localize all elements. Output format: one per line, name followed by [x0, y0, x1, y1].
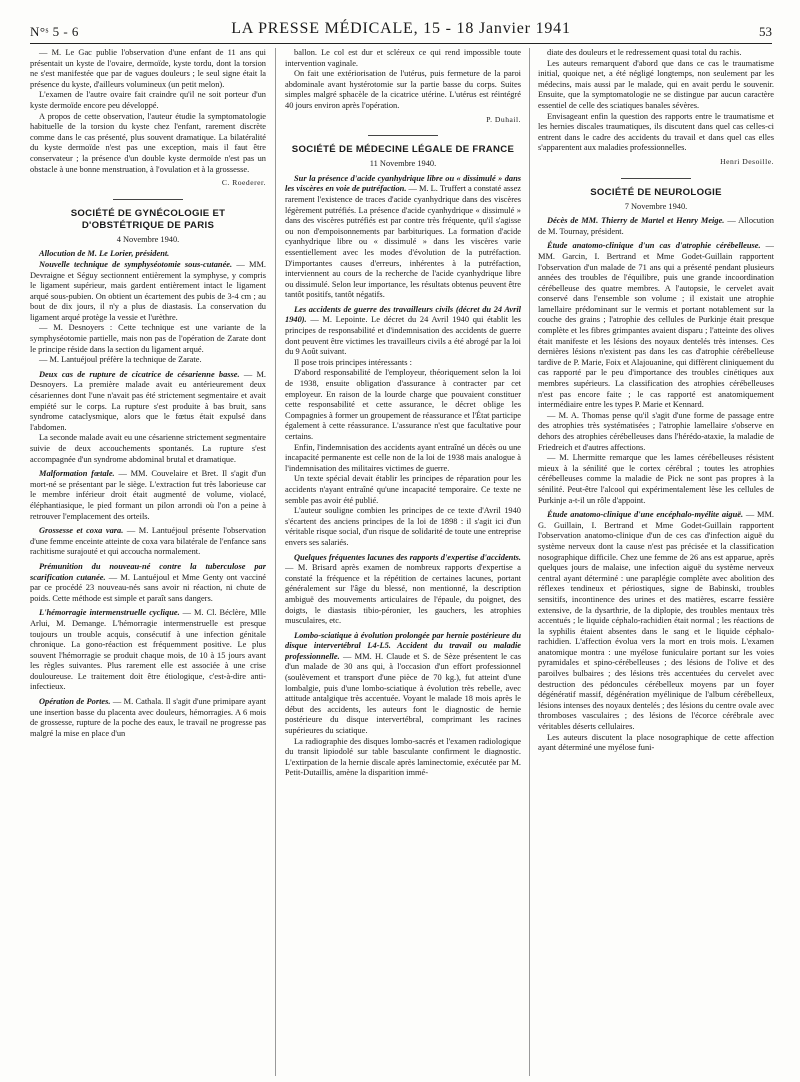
paragraph: Les auteurs discutent la place nosographique de cette affection ayant déterminé une myélose funi-: [538, 732, 774, 753]
paragraph: L'examen de l'autre ovaire fait craindre qu'il ne soit porteur d'un kyste dermoïde encore peu développé.: [30, 90, 266, 110]
section-divider: [368, 135, 438, 136]
paragraph: Enfin, l'indemnisation des accidents ayant entraîné un décès ou une incapacité permanente est celle non de la loi de 1938 mais analogue à l'indemnisation des militaires victimes de guerre.: [285, 442, 521, 473]
signature: P. Duhail.: [486, 114, 521, 124]
signature: Henri Desoille.: [720, 156, 774, 166]
section-title: SOCIÉTÉ DE NEUROLOGIE: [590, 186, 722, 198]
article-body: — MM. Garcin, I. Bertrand et Mme Godet-Guillain rapportent l'observation d'un malade de 71 ans qui a présenté pendant plusieurs années des troubles de l'équilibre, puis une grande incoordination cérébelleuse des quatre membres. A l'autopsie, le cervelet avait conservé dans l'ensemble son volume ; il existait une atrophie lamellaire prédominant sur le vermis et portant notablement sur la couche des grains ; l'atrophie des cellules de Purkinje était presque complète et les fibres grimpantes avaient disparu ; l'atteinte des olives était manifeste et les lésions des noyaux dentelés très intenses. Ces dernières lésions n'existent pas dans les cas d'atrophie cérébelleuse tardive de P. Marie, Foix et Alajouanine, qui diffèrent cliniquement du cas rapporté par le peu d'importance des troubles cinétiques aux membres supérieurs. La classification des atrophies cérébelleuses n'est pas encore faite ; le cas rapporté est anatomiquement intermédiaire entre les types P. Marie et Kennard.: [538, 241, 774, 410]
meeting-date: 11 Novembre 1940.: [369, 159, 437, 169]
issue-number: N°ˢ 5 - 6: [30, 24, 79, 39]
meeting-date: 4 Novembre 1940.: [116, 234, 180, 244]
article-title: Décès de MM. Thierry de Martel et Henry Meige.: [547, 216, 725, 226]
article-title: Étude anatomo-clinique d'un cas d'atrophie cérébelleuse.: [547, 241, 761, 251]
paragraph: ballon. Le col est dur et scléreux ce qui rend impossible toute intervention vaginale.: [285, 48, 521, 68]
article-title: Lombo-sciatique à évolution prolongée par hernie postérieure du disque intervertébral L4-L5. Accident du travail ou maladie professionnelle.: [285, 630, 521, 661]
article-title: L'hémorragie intermenstruelle cyclique.: [39, 608, 180, 618]
paragraph: diate des douleurs et le redressement quasi total du rachis.: [547, 48, 742, 57]
article-title: Étude anatomo-clinique d'une encéphalo-myélite aiguë.: [547, 510, 744, 520]
article-title: Grossesse et coxa vara.: [39, 526, 124, 536]
article-body: — Allocution de M. Tournay, président.: [538, 216, 774, 236]
column-divider: [529, 48, 530, 1076]
article-body: — M. Lantuéjoul présente l'observation d'une femme enceinte atteinte de coxa vara bilatérale de l'enfance sans rachitisme surajouté et qui accoucha normalement.: [30, 526, 266, 557]
column-3: [538, 48, 774, 1078]
journal-title: LA PRESSE MÉDICALE, 15 - 18 Janvier 1941: [231, 20, 571, 37]
paragraph: Les auteurs remarquent d'abord que dans ce cas le traumatisme initial, quoique net, a été négligé longtemps, non seulement par les médecins, mais aussi par le malade, qui en avait perdu le souvenir. Ensuite, que la symptomatologie ne se distingue par aucun caractère essentiel de celle des sciatiques banales sévères.: [538, 58, 774, 110]
paragraph: D'abord responsabilité de l'employeur, théoriquement selon la loi de 1938, ensuite obligation d'assurance à contracter par cet employeur. En raison de la lourde charge que pouvaient constituer cette responsabilité et cette assurance, le décret oblige les Compagnies à former un groupement de réassurance et l'État participe également à cette réassurance. L'assurance n'est que facultative pour certains.: [285, 368, 521, 441]
article-body: — M. L. Truffert a constaté assez rarement l'existence de traces d'acide cyanhydrique dans des viscères légèrement putréfiés. La présence d'acide cyanhydrique « dissimulé » dans des viscères putréfiés est par contre très fréquente, qu'il s'agisse ou non d'empoisonnements par barbituriques. La formation d'acide cyanhydrique libre ou « dissimulé » dans les viscères varie essentiellement avec les modes d'évolution de la putréfaction. D'importantes causes d'erreurs, inhérentes à la putréfaction, interviennent au cours de la recherche de l'acide cyanhydrique libre ou dissimulé. Selon leur importance, les résultats obtenus peuvent être tantôt positifs, tantôt négatifs.: [285, 184, 521, 300]
paragraph: [30, 469, 266, 522]
paragraph: [538, 241, 774, 411]
article-title: Sur la présence d'acide cyanhydrique libre ou « dissimulé » dans les viscères en voie de putréfaction.: [285, 173, 521, 194]
paragraph: La seconde malade avait eu une césarienne strictement segmentaire suivie de deux accouchements spontanés. La rupture s'est accompagnée d'un syndrome abdominal brutal et dramatique.: [30, 433, 266, 464]
paragraph: — M. A. Thomas pense qu'il s'agit d'une forme de passage entre des atrophies très systématisées ; l'atrophie lamellaire s'observe en dehors des atrophies cérébelleuses dans l'hérédo-ataxie, la maladie de Friedreich et d'autres affections.: [538, 410, 774, 452]
paragraph: Il pose trois principes intéressants :: [294, 357, 412, 367]
section-divider: [621, 178, 691, 179]
section-title: SOCIÉTÉ DE MÉDECINE LÉGALE DE FRANCE: [291, 144, 515, 156]
paragraph: [30, 562, 266, 604]
paragraph: [538, 510, 774, 732]
article-body: — M. Cathala. Il s'agit d'une primipare ayant une insertion basse du placenta avec douleurs, hémorragies. A 6 mois de grossesse, rupture de la poche des eaux, le travail ne progresse pas malgré la mise en place d'un: [30, 697, 266, 738]
page-number: 53: [759, 24, 772, 39]
paragraph: Un texte spécial devait établir les principes de réparation pour les accidents n'ayant entraîné qu'une incapacité temporaire. Ce texte ne semble pas avoir été publié.: [285, 474, 521, 505]
article-body: — M. Desnoyers. La première malade avait eu antérieurement deux césariennes dont l'une n'avait pas été strictement segmentaire et avait empiété sur le corps. La rupture s'est produite à bas bruit, sans syndrome cataclysmique, alors que le fœtus était expulsé dans l'abdomen.: [30, 369, 266, 432]
article-title: Les accidents de guerre des travailleurs civils (décret du 24 Avril 1940).: [285, 304, 521, 325]
section-divider: [113, 199, 183, 200]
signature: C. Roederer.: [221, 178, 266, 188]
paragraph: — M. Le Gac publie l'observation d'une enfant de 11 ans qui présentait un kyste de l'ovaire, dermoïde, kyste tordu, dont la torsion ne s'est manifestée que par de vagues douleurs ; le seul signe était la présence du kyste, d'ailleurs volumineux (un petit melon).: [30, 48, 266, 89]
paragraph: [30, 249, 266, 260]
article-body: — M. Cl. Béclère, Mlle Arlui, M. Demange. L'hémorragie intermenstruelle est presque toujours un trouble acquis, consécutif à une infection génitale chronique. La gono-réaction est fréquemment positive. Le plus souvent l'hémorragie se produit chaque mois, de 10 à 15 jours avant les règles suivantes. Plus rarement elle est associée à une crise douloureuse. Le traitement doit être étiologique, c'est-à-dire anti-infectieux.: [30, 608, 266, 692]
paragraph: [30, 370, 266, 434]
article-body: — MM. H. Claude et S. de Sèze présentent le cas d'un malade de 30 ans qui, à l'occasion d'un effort professionnel (soulèvement et transport d'une pièce de 70 kg.), fut atteint d'une lombalgie, puis d'une lombo-sciatique à évolution très rebelle, avec attitude antalgique très accentuée. Voyant le malade 18 mois après le début des accidents, les auteurs font le diagnostic de hernie postérieure du disque intervertébral, comprimant les racines supérieures du sciatique.: [285, 651, 521, 736]
paragraph: [285, 553, 521, 627]
column-divider: [275, 48, 276, 1076]
paragraph: [285, 305, 521, 358]
article-title: Quelques fréquentes lacunes des rapports d'expertise d'accidents.: [294, 552, 521, 562]
article-body: — MM. Devraigne et Séguy sectionnent entièrement la symphyse, y compris le ligament supérieur, mais gardent entièrement intact le ligament arqué sous-pubien. On obtient un écartement des pubis de 3-4 cm ; au bout de dix jours, il n'y a plus de diastasis. La conservation du ligament arqué protège la vessie et l'urèthre.: [30, 259, 266, 322]
meeting-date: 7 Novembre 1940.: [624, 201, 688, 211]
article-title: Prémunition du nouveau-né contre la tuberculose par scarification cutanée.: [30, 561, 266, 582]
article-title: Deux cas de rupture de cicatrice de césarienne basse.: [39, 369, 240, 379]
header-rule: [30, 43, 772, 44]
paragraph: Envisageant enfin la question des rapports entre le traumatisme et les hernies discales traumatiques, ils discutent dans quel cas celles-ci entrent dans le cadre des accidents du travail et dans quel cas elles s'apparentent aux maladies professionnelles.: [538, 111, 774, 153]
paragraph: [30, 260, 266, 324]
article-body: — M. Lantuéjoul et Mme Genty ont vacciné par ce procédé 23 nouveau-nés sans avoir ni réaction, ni chute de poids. Cette méthode est simple et paraît sans dangers.: [30, 572, 266, 603]
paragraph: [285, 631, 521, 737]
paragraph: [538, 216, 774, 237]
article-body: — M. Brisard après examen de nombreux rapports d'expertise a constaté la fréquence et la répétition de certaines lacunes, portant généralement sur l'âge du blessé, non mentionné, la description ambiguë des mouvements articulaires de l'épaule, du poignet, des doigts, le diastasis tibio-péronier, les gauchers, les atrophies musculaires, etc.: [285, 563, 521, 626]
article-title: Nouvelle technique de symphyséotomie sous-cutanée.: [39, 259, 233, 269]
paragraph: — M. Lantuéjoul préfère la technique de Zarate.: [39, 355, 202, 365]
article-title: Malformation fœtale.: [39, 469, 115, 479]
paragraph: L'auteur souligne combien les principes de ce texte d'Avril 1940 s'écartent des anciens principes de la loi de 1898 : il s'agit ici d'un véritable risque social, d'un risque de solidarité de toute une entreprise envers ses salariés.: [285, 506, 521, 547]
section-title: SOCIÉTÉ DE GYNÉCOLOGIE ET D'OBSTÉTRIQUE DE PARIS: [70, 207, 226, 231]
paragraph: — M. Lhermitte remarque que les lames cérébelleuses résistent mieux à la sénilité que le cortex cérébral ; toutes les atrophies cérébelleuses comme la maladie de Pick ne sont pas propres à la sénilité. Peut-être l'alcool qui expérimentalement lèse les cellules de Purkinje a-t-il un rôle d'appoint.: [538, 453, 774, 505]
article-title: Opération de Portes.: [39, 697, 111, 707]
paragraph: [30, 697, 266, 739]
article-body: — M. Lepointe. Le décret du 24 Avril 1940 qui établit les principes de responsabilité et d'indemnisation des accidents de guerre dont peuvent être victimes les travailleurs civils a été abrogé par la loi du 9 Août suivant.: [285, 315, 521, 357]
paragraph: La radiographie des disques lombo-sacrés et l'examen radiologique du transit lipiodolé sur table basculante confirment le diagnostic. L'extirpation de la hernie discale après laminectomie, exécutée par M. Petit-Dutaillis, amène la disparition immé-: [285, 736, 521, 778]
column-2: [285, 48, 521, 1078]
allocation: Allocution de M. Le Lorier, président.: [39, 249, 170, 259]
page-header: [30, 16, 772, 42]
article-body: — MM. Couvelaire et Bret. Il s'agit d'un mort-né se présentant par le siège. L'extraction fut très laborieuse car le membre inférieur droit était augmenté de volume, violacé, éléphantiasique, le pied formant un pilon arrondi où l'on a peine à retrouver l'emplacement des orteils.: [30, 469, 266, 521]
paragraph: — M. Desnoyers : Cette technique est une variante de la symphyséotomie partielle, mais non pas de l'opération de Zarate dont le principe réside dans la section du ligament arqué.: [30, 323, 266, 354]
paragraph: On fait une extériorisation de l'utérus, puis fermeture de la paroi abdominale avant hystérotomie sur la partie basse du corps. Suites simples malgré sphacèle de la cicatrice utérine. L'utérus est réintégré 40 jours environ après l'opération.: [285, 69, 521, 110]
column-1: [30, 48, 266, 1078]
paragraph: A propos de cette observation, l'auteur étudie la symptomatologie habituelle de la torsion du kyste chez l'enfant, rarement discrète comme dans le cas présenté, plus souvent dramatique. La bilatéralité du kyste dermoïde n'est pas une exception, mais il faut être conservateur ; la présence d'un double kyste dermoïde n'est pas un obstacle à une bonne menstruation, à l'ovulation et à la grossesse.: [30, 111, 266, 174]
paragraph: [30, 526, 266, 558]
paragraph: [285, 174, 521, 301]
paragraph: [30, 608, 266, 693]
article-body: — MM. G. Guillain, I. Bertrand et Mme Godet-Guillain rapportent l'observation anatomo-clinique d'un de ces cas d'infection aiguë du système nerveux dont la cause n'est pas précisée et la classification nosographique difficile. Chez une femme de 26 ans est apparue, après quelques jours de malaise, une infection aiguë du système nerveux central ayant déterminé : une paraplégie complète avec abolition des réflexes tendineux et périostiques, signe de Babinski, troubles sensitifs, incontinence des urines et des matières, escarre fessière extensive, de la dysarthrie, de la diplopie, des troubles mentaux très accentués ; le liquide céphalo-rachidien était normal ; les réactions de la syphilis étaient absentes dans le sang et le liquide céphalo-rachidien. L'affection évolua vers la mort en trois mois. L'examen anatomique montra : une myélose funiculaire portant sur les voies pyramidales et spino-cérébelleuses ; des lésions de l'olive et des paroilves bulbaires ; des lésions très accentuées du cervelet avec destruction des pédoncules cérébelleux moyens par un foyer dégénératif massif, dégénération myélinique de l'album cérébelleux, lésions intenses des noyaux dentelés ; des lésions du centre ovale avec thromboses vasculaires ; des lésions de l'écorce cérébrale avec véritables déserts cellulaires.: [538, 510, 774, 732]
